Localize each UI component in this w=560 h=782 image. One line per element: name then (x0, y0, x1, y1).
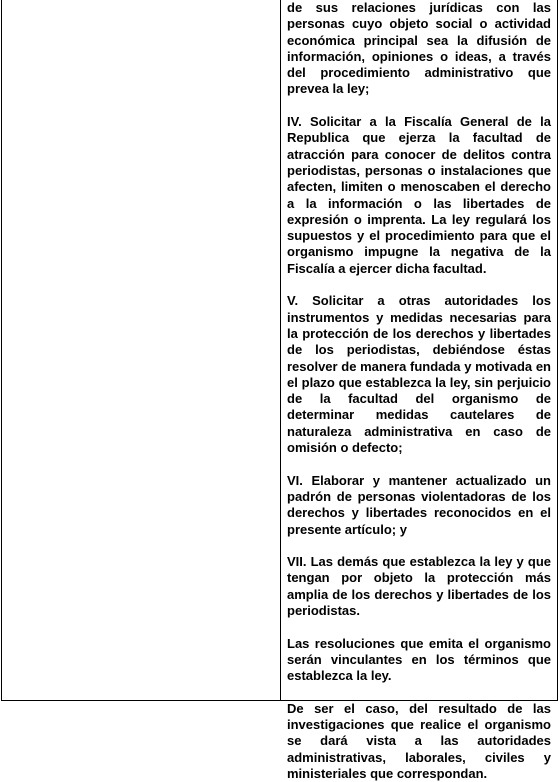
paragraph-gap (287, 538, 551, 554)
paragraph-iv: IV. Solicitar a la Fiscalía General de la Republica que ejerza la facultad de atracción para conocer de delitos contra periodistas, personas o instalaciones que afecten, limiten o menoscaben el derecho a la información o las libertades de expresión o imprenta. La ley regulará los supuestos y el procedimiento para que el organismo impugne la negativa de la Fiscalía a ejercer dicha facultad. (287, 114, 551, 276)
paragraph-gap (287, 684, 551, 700)
right-column (281, 0, 557, 781)
paragraph-investigaciones: De ser el caso, del resultado de las investigaciones que realice el organismo se dará vista a las autoridades administrativas, laborales, civiles y ministeriales que correspondan. (287, 700, 551, 781)
paragraph-gap (287, 98, 551, 114)
left-column-empty (2, 0, 281, 700)
paragraph-vii: VII. Las demás que establezca la ley y que tengan por objeto la protección más amplia de los derechos y libertades de los periodistas. (287, 554, 551, 618)
paragraph-vi: VI. Elaborar y mantener actualizado un padrón de personas violentadoras de los derechos y libertades reconocidos en el presente artículo; y (287, 472, 551, 537)
paragraph-v: V. Solicitar a otras autoridades los instrumentos y medidas necesarias para la protección de los derechos y libertades de los periodistas, debiéndose éstas resolver de manera fundada y motivada en el plazo que establezca la ley, sin perjuicio de la facultad del organismo de determinar medidas cautelares de naturaleza administrativa en caso de omisión o defecto; (287, 293, 551, 456)
paragraph-gap (287, 277, 551, 293)
paragraph-gap (287, 619, 551, 635)
paragraph-resoluciones: Las resoluciones que emita el organismo serán vinculantes en los términos que establezca la ley. (287, 635, 551, 684)
paragraph-gap (287, 456, 551, 472)
paragraph-continuation: de sus relaciones jurídicas con las personas cuyo objeto social o actividad económica principal sea la difusión de información, opiniones o ideas, a través del procedimiento administrativo que prevea la ley; (287, 0, 551, 97)
document-table (1, 0, 558, 781)
